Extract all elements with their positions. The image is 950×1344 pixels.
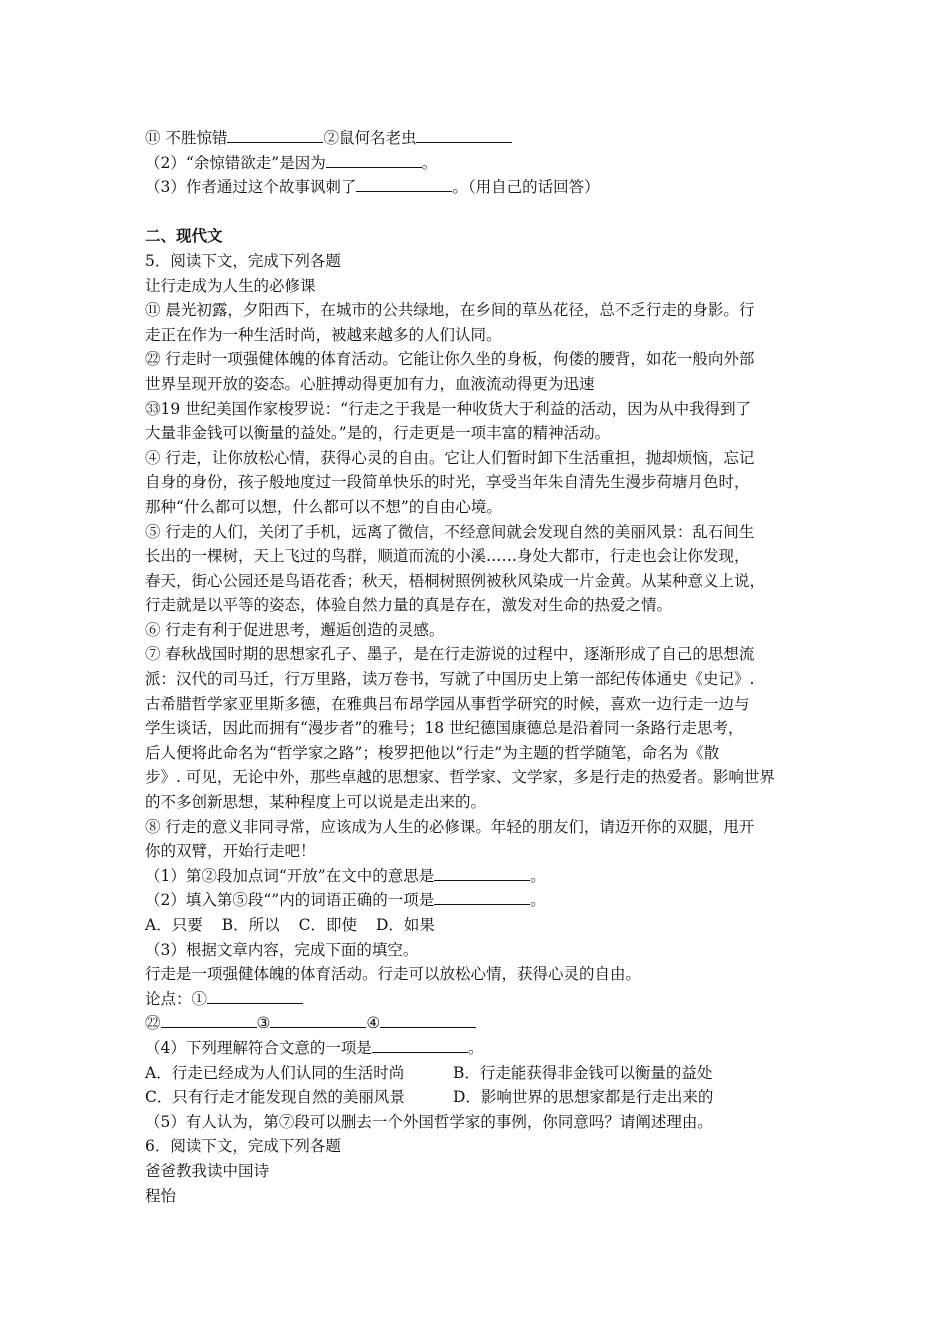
q5-article-title: 让行走成为人生的必修课 <box>145 276 316 295</box>
q5-subquestion-4 <box>145 1036 810 1061</box>
article-line: 世界呈现开放的姿态。心脏搏动得更加有力，血液流动得更为迅速 <box>145 374 595 393</box>
article-line: 大量非金钱可以衡量的益处。”是的，行走更是一项丰富的精神活动。 <box>145 424 611 443</box>
option-b[interactable]: B．所以 <box>221 916 280 934</box>
item-1-label: ⑪ 不胜惊错 <box>145 129 228 147</box>
thesis-number: ㉒ <box>145 1014 161 1033</box>
option-a[interactable]: A．只要 <box>145 916 203 934</box>
article-line: ④ 行走，让你放松心情，获得心灵的自由。它让人们暂时卸下生活重担，抛却烦恼，忘记 <box>145 448 755 467</box>
q5-s4-options-row-2 <box>145 1085 810 1110</box>
question-text-end: 。 <box>467 1038 484 1057</box>
article-line: 长出的一棵树，天上飞过的鸟群，顺道而流的小溪……身处大都市，行走也会让你发现， <box>145 547 750 566</box>
article-line: ⑧ 行走的意义非同寻常，应该成为人生的必修课。年轻的朋友们，请迈开你的双腿，甩开 <box>145 817 755 836</box>
section-title: 二、现代文 <box>145 226 223 246</box>
answer-blank[interactable] <box>372 1037 468 1053</box>
q6-intro: 6．阅读下文，完成下列各题 <box>145 1137 341 1156</box>
article-line: 的不多创新思想，某种程度上可以说是走出来的。 <box>145 793 487 812</box>
option-c[interactable]: C．只有行走才能发现自然的美丽风景 <box>145 1088 405 1107</box>
thesis-number: ③ <box>256 1014 271 1033</box>
answer-blank[interactable] <box>270 1012 366 1028</box>
answer-blank[interactable] <box>434 889 530 905</box>
answer-blank[interactable] <box>161 1012 257 1028</box>
option-d[interactable]: D．如果 <box>375 916 435 934</box>
question-text-end: 。 <box>530 891 546 910</box>
article-line: 自身的身份，孩子般地度过一段简单快乐的时光，享受当年朱自清先生漫步荷塘月色时， <box>145 473 750 492</box>
thesis-number: ④ <box>366 1014 381 1033</box>
answer-blank[interactable] <box>227 127 323 143</box>
question-text: （2）填入第⑤段“”内的词语正确的一项是 <box>145 891 435 910</box>
article-line: ⑥ 行走有利于促进思考，邂逅创造的灵感。 <box>145 620 445 639</box>
q5-s3-thesis-1 <box>145 987 810 1012</box>
option-d[interactable]: D．影响世界的思想家都是行走出来的 <box>453 1088 714 1107</box>
q5-subquestion-1 <box>145 864 810 889</box>
question-text: （4）下列理解符合文意的一项是 <box>145 1038 372 1057</box>
article-line: 学生谈话，因此而拥有“漫步者”的雅号；18 世纪德国康德总是沿着同一条路行走思考， <box>145 719 744 738</box>
q5-subquestion-2 <box>145 888 810 913</box>
q4-subquestion-3 <box>145 175 810 200</box>
option-c[interactable]: C．即使 <box>298 916 357 934</box>
article-line: 派：汉代的司马迁，行万里路，读万卷书，写就了中国历史上第一部纪传体通史《史记》. <box>145 670 755 689</box>
q5-subquestion-3: （3）根据文章内容，完成下面的填空。 <box>145 940 419 959</box>
q4-subquestion-2 <box>145 151 810 176</box>
question-text: （3）作者通过这个故事讽刺了 <box>145 178 357 197</box>
option-a[interactable]: A．行走已经成为人们认同的生活时尚 <box>145 1063 405 1082</box>
q5-s4-options-row-1 <box>145 1061 810 1086</box>
q6-article-author: 程怡 <box>145 1186 177 1205</box>
article-line: 你的双臂，开始行走吧！ <box>145 842 316 861</box>
answer-blank[interactable] <box>380 1012 476 1028</box>
article-line: 行走就是以平等的姿态，体验自然力量的真是存在，激发对生命的热爱之情。 <box>145 596 673 615</box>
article-line: 古希腊哲学家亚里斯多德，在雅典吕布昂学园从事哲学研究的时候，喜欢一边行走一边与 <box>145 694 750 713</box>
article-line: ㉝19 世纪美国作家梭罗说：“行走之于我是一种收货大于利益的活动，因为从中我得到了 <box>145 399 752 418</box>
q5-s3-thesis-2-4 <box>145 1011 810 1036</box>
article-line: ㉒ 行走时一项强健体魄的体育活动。它能让你久坐的身板，佝偻的腰背，如花一般向外部 <box>145 350 755 369</box>
article-line: 走正在作为一种生活时尚，被越来越多的人们认同。 <box>145 325 502 344</box>
question-text-end: 。 <box>421 153 438 172</box>
q5-article-body <box>145 298 810 864</box>
thesis-label: 论点：① <box>145 989 208 1008</box>
answer-blank[interactable] <box>416 127 512 143</box>
article-line: 后人便将此命名为“哲学家之路”；梭罗把他以“行走”为主题的哲学随笔，命名为《散 <box>145 743 720 762</box>
article-line: 那种“什么都可以想，什么都可以不想”的自由心境。 <box>145 497 502 516</box>
question-text-end: 。 <box>530 866 546 885</box>
answer-blank[interactable] <box>207 988 303 1004</box>
article-line: ⑪ 晨光初露，夕阳西下，在城市的公共绿地，在乡间的草丛花径，总不乏行走的身影。行 <box>145 301 755 320</box>
q5-subquestion-5: （5）有人认为，第⑦段可以删去一个外国哲学家的事例，你同意吗？请阐述理由。 <box>145 1112 713 1131</box>
q6-article-title: 爸爸教我读中国诗 <box>145 1161 270 1180</box>
q4-answer-line-1 <box>145 126 810 151</box>
answer-blank[interactable] <box>356 176 452 192</box>
article-line: ⑦ 春秋战国时期的思想家孔子、墨子，是在行走游说的过程中，逐渐形成了自己的思想流 <box>145 645 755 664</box>
q5-s3-text: 行走是一项强健体魄的体育活动。行走可以放松心情，获得心灵的自由。 <box>145 965 642 984</box>
item-2-label: ②鼠何名老虫 <box>323 129 417 147</box>
article-line: ⑤ 行走的人们，关闭了手机，远离了微信，不经意间就会发现自然的美丽风景：乱石间生 <box>145 522 755 541</box>
question-text: （2）“余惊错欲走”是因为 <box>145 153 326 172</box>
q5-intro: 5．阅读下文，完成下列各题 <box>145 251 341 270</box>
answer-blank[interactable] <box>434 865 530 881</box>
answer-blank[interactable] <box>326 152 422 168</box>
option-b[interactable]: B．行走能获得非金钱可以衡量的益处 <box>453 1063 713 1082</box>
question-text-end: 。（用自己的话回答） <box>452 178 600 197</box>
question-text: （1）第②段加点词“开放”在文中的意思是 <box>145 866 435 885</box>
spacer <box>145 200 810 225</box>
document-page <box>145 126 810 1208</box>
article-line: 春天，街心公园还是鸟语花香；秋天，梧桐树照例被秋风染成一片金黄。从某种意义上说， <box>145 571 766 590</box>
q5-s2-options <box>145 913 810 938</box>
article-line: 步》. 可见，无论中外，那些卓越的思想家、哲学家、文学家，多是行走的热爱者。影响世界 <box>145 768 775 787</box>
